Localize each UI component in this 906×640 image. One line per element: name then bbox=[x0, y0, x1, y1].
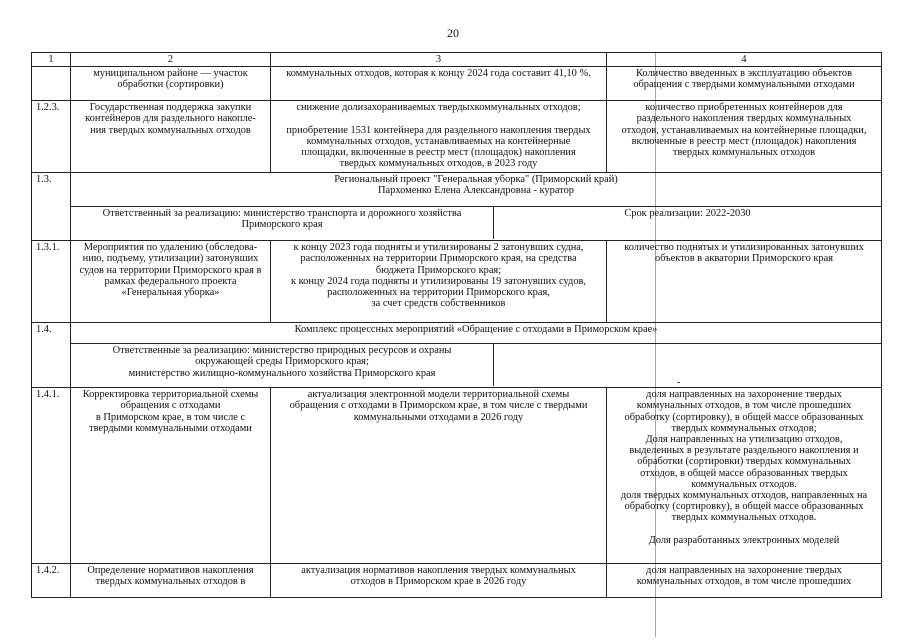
measure-result: актуализация электронной модели территориальной схемы обращения с отходами в Приморском крае, в том числе с твердыми коммунальными отходами в 2026 году bbox=[271, 388, 607, 564]
section-title: Региональный проект "Генеральная уборка" (Приморский край) Пархоменко Елена Александровна - куратор bbox=[71, 173, 882, 207]
measure-indicator: Количество введенных в эксплуатацию объектов обращения с твердыми коммунальными отходами bbox=[607, 67, 882, 101]
term-text: Срок реализации: 2022-2030 bbox=[624, 208, 751, 220]
measure-indicator: доля направленных на захоронение твердых коммунальных отходов, в том числе прошедших bbox=[607, 564, 882, 598]
table-row bbox=[32, 564, 882, 598]
table-row bbox=[32, 101, 882, 173]
row-number: 1.3.1. bbox=[32, 241, 71, 323]
measure-indicator: количество приобретенных контейнеров для раздельного накопления твердых коммунальных отходов, устанавливаемых на контейнерные площадки, включенные в реестр мест (площадок) накопления твердых коммунальных отходов bbox=[607, 101, 882, 173]
measure-name: Корректировка территориальной схемы обращения с отходами в Приморском крае, в том числе с твердыми коммунальными отходами bbox=[71, 388, 271, 564]
section-row bbox=[32, 173, 882, 207]
measure-indicator: количество поднятых и утилизированных затонувших объектов в акватории Приморского края bbox=[607, 241, 882, 323]
measure-name: муниципальном районе — участок обработки (сортировки) bbox=[71, 67, 271, 101]
measures-table bbox=[31, 52, 882, 598]
scan-fold-line bbox=[655, 52, 656, 637]
measure-name: Мероприятия по удалению (обследова- нию, подъему, утилизации) затонувших судов на территории Приморского края в рамках федерального проекта «Генеральная уборка» bbox=[71, 241, 271, 323]
term-text bbox=[494, 344, 881, 386]
measure-name: Определение нормативов накопления твердых коммунальных отходов в bbox=[71, 564, 271, 598]
measure-result: снижение долизахораниваемых твердыхкоммунальных отходов; приобретение 1531 контейнера для раздельного накопления твердых коммунальных отходов, устанавливаемых на контейнерные площадки, включенные в реестр мест (площадок) накопления твердых коммунальных отходов, в 2023 году bbox=[271, 101, 607, 173]
header-row bbox=[32, 53, 882, 67]
measure-result: к концу 2023 года подняты и утилизированы 2 затонувших судна, расположенных на территории Приморского края, на средства бюджета Приморского края; к концу 2024 года подняты и утилизированы 19 затонувших судов, расположенных на территории Приморского края, за счет средств собственников bbox=[271, 241, 607, 323]
dash-mark: - bbox=[677, 377, 681, 388]
row-number: 1.4. bbox=[32, 323, 71, 388]
section-row bbox=[32, 323, 882, 344]
row-number: 1.4.1. bbox=[32, 388, 71, 564]
responsible-row bbox=[32, 207, 882, 241]
header-col-2: 2 bbox=[71, 53, 271, 67]
header-col-4: 4 bbox=[607, 53, 882, 67]
responsible-row bbox=[32, 344, 882, 388]
table-row bbox=[32, 388, 882, 564]
row-number: 1.2.3. bbox=[32, 101, 71, 173]
page-number: 20 bbox=[447, 26, 459, 40]
measure-result: коммунальных отходов, которая к концу 2024 года составит 41,10 %. bbox=[271, 67, 607, 101]
responsible-text: Ответственные за реализацию: министерство природных ресурсов и охраны окружающей среды Приморского края; министерство жилищно-коммунального хозяйства Приморского края bbox=[71, 344, 494, 386]
measure-result: актуализация нормативов накопления твердых коммунальных отходов в Приморском крае в 2026 году bbox=[271, 564, 607, 598]
measure-name: Государственная поддержка закупки контейнеров для раздельного накопле- ния твердых коммунальных отходов bbox=[71, 101, 271, 173]
row-number: 1.4.2. bbox=[32, 564, 71, 598]
header-col-3: 3 bbox=[271, 53, 607, 67]
responsible-text: Ответственный за реализацию: министерство транспорта и дорожного хозяйства Приморского края bbox=[71, 207, 494, 239]
table-row bbox=[32, 241, 882, 323]
section-title: Комплекс процессных мероприятий «Обращение с отходами в Приморском крае» bbox=[71, 323, 882, 344]
row-number: 1.3. bbox=[32, 173, 71, 241]
table-row bbox=[32, 67, 882, 101]
header-col-1: 1 bbox=[32, 53, 71, 67]
measure-indicator: доля направленных на захоронение твердых коммунальных отходов, в том числе прошедших обработку (сортировку), в общей массе образованных твердых коммунальных отходов; Доля направленных на утилизацию отходов, выделенных в результате раздельного накопления и обработки (сортировки) твердых коммунальных отходов, в общей массе образованных твердых коммунальных отходов. доля твердых коммунальных отходов, направленных на обработку (сортировку), в общей массе образованных твердых коммунальных отходов. Доля разработанных электронных моделей bbox=[607, 388, 882, 564]
row-number bbox=[32, 67, 71, 101]
